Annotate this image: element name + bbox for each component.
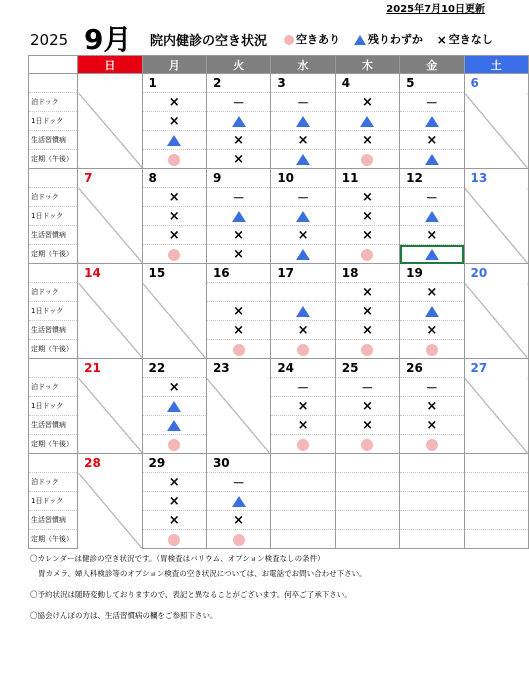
week-4-row-1: [29, 378, 529, 397]
row-label: 1日ドック: [29, 492, 78, 511]
full-cross-icon: ×: [426, 227, 438, 243]
dash-icon: －: [297, 190, 310, 205]
few-triangle-icon: [232, 211, 246, 222]
slot-cell[interactable]: [464, 511, 529, 530]
few-triangle-icon: [425, 154, 439, 165]
closed-day-cell: [464, 93, 529, 169]
slot-cell[interactable]: [271, 397, 335, 416]
dash-icon: －: [232, 475, 245, 490]
dash-icon: －: [425, 380, 438, 395]
slot-cell[interactable]: [271, 473, 335, 492]
full-cross-icon: ×: [426, 284, 438, 300]
slot-cell[interactable]: [271, 511, 335, 530]
full-cross-icon: ×: [426, 417, 438, 433]
date-cell: 26: [400, 359, 464, 378]
slot-cell[interactable]: [271, 283, 335, 302]
week-5-dates: [29, 454, 529, 473]
full-cross-icon: ×: [297, 132, 309, 148]
slot-cell[interactable]: [400, 473, 464, 492]
full-cross-icon: ×: [297, 398, 309, 414]
slot-cell[interactable]: [206, 492, 270, 511]
slot-cell[interactable]: [206, 112, 270, 131]
full-cross-icon: ×: [361, 322, 373, 338]
row-label: 生活習慣病: [29, 131, 78, 150]
slot-cell[interactable]: [271, 93, 335, 112]
date-cell: 15: [142, 264, 206, 283]
available-circle-icon: [233, 344, 245, 356]
slot-cell[interactable]: [142, 473, 206, 492]
row-label: 定期（午後）: [29, 245, 78, 264]
date-cell: 16: [206, 264, 270, 283]
slot-cell[interactable]: [142, 435, 206, 454]
slot-cell[interactable]: [271, 302, 335, 321]
page-title: 院内健診の空き状況: [150, 34, 268, 49]
slot-cell[interactable]: [206, 226, 270, 245]
few-triangle-icon: [360, 116, 374, 127]
slot-cell[interactable]: [271, 226, 335, 245]
few-triangle-icon: [425, 306, 439, 317]
slot-cell[interactable]: [400, 207, 464, 226]
slot-cell[interactable]: [335, 511, 399, 530]
row-label: 泊ドック: [29, 93, 78, 112]
row-label: 生活習慣病: [29, 511, 78, 530]
slot-cell[interactable]: [271, 245, 335, 264]
full-cross-icon: ×: [233, 227, 245, 243]
slot-cell[interactable]: [335, 188, 399, 207]
slot-cell[interactable]: [335, 397, 399, 416]
available-circle-icon: [284, 35, 294, 45]
full-cross-icon: ×: [168, 493, 180, 509]
weekday-6: 土: [464, 56, 529, 74]
slot-cell[interactable]: [271, 131, 335, 150]
closed-day-cell: [464, 283, 529, 359]
date-row-label: [29, 454, 78, 473]
slot-cell[interactable]: [335, 245, 399, 264]
few-triangle-icon: [425, 249, 439, 260]
date-cell: 18: [335, 264, 399, 283]
few-triangle-icon: [296, 211, 310, 222]
full-cross-icon: ×: [361, 417, 373, 433]
slot-cell[interactable]: [142, 188, 206, 207]
legend-none: 空きなし: [448, 33, 493, 46]
row-label: 生活習慣病: [29, 321, 78, 340]
note-4: 〇協会けんぽの方は、生活習慣病の欄をご参照下さい。: [30, 611, 218, 620]
full-cross-icon: ×: [297, 227, 309, 243]
full-cross-icon: ×: [361, 94, 373, 110]
slot-cell[interactable]: [142, 530, 206, 549]
slot-cell[interactable]: [206, 340, 270, 359]
note-3: 〇予約状況は随時変動しておりますので、表記と異なることがございます。何卒ご了承下さい。: [30, 590, 352, 599]
slot-cell[interactable]: [142, 207, 206, 226]
full-cross-icon: ×: [297, 417, 309, 433]
row-label: 生活習慣病: [29, 226, 78, 245]
available-circle-icon: [168, 249, 180, 261]
row-label: 定期（午後）: [29, 150, 78, 169]
slot-cell[interactable]: [142, 397, 206, 416]
slot-cell[interactable]: [335, 150, 399, 169]
slot-cell[interactable]: [400, 340, 464, 359]
row-label: 定期（午後）: [29, 340, 78, 359]
slot-cell[interactable]: [271, 492, 335, 511]
full-cross-icon: ×: [361, 227, 373, 243]
slot-cell[interactable]: [400, 93, 464, 112]
slot-cell[interactable]: [400, 150, 464, 169]
available-circle-icon: [297, 344, 309, 356]
full-cross-icon: ×: [168, 113, 180, 129]
slot-cell[interactable]: [142, 492, 206, 511]
calendar-header: [30, 22, 500, 56]
available-circle-icon: [233, 534, 245, 546]
full-cross-icon: ×: [361, 303, 373, 319]
slot-cell[interactable]: [206, 302, 270, 321]
closed-day-cell: [78, 473, 142, 549]
date-cell: 13: [464, 169, 529, 188]
slot-cell[interactable]: [335, 207, 399, 226]
available-circle-icon: [361, 154, 373, 166]
slot-cell[interactable]: [400, 378, 464, 397]
date-cell: 21: [78, 359, 142, 378]
date-cell: 27: [464, 359, 529, 378]
weekday-header: [29, 56, 529, 74]
slot-cell[interactable]: [142, 112, 206, 131]
weekday-1: 月: [142, 56, 206, 74]
slot-cell[interactable]: [335, 321, 399, 340]
slot-cell[interactable]: [206, 150, 270, 169]
row-label: 定期（午後）: [29, 530, 78, 549]
available-circle-icon: [361, 439, 373, 451]
full-cross-icon: ×: [233, 132, 245, 148]
row-label: 1日ドック: [29, 397, 78, 416]
full-cross-icon: ×: [361, 189, 373, 205]
dash-icon: －: [297, 95, 310, 110]
full-cross-icon: ×: [426, 132, 438, 148]
slot-cell[interactable]: [206, 283, 270, 302]
closed-day-cell: [464, 378, 529, 454]
weekday-2: 火: [206, 56, 270, 74]
date-cell: 4: [335, 74, 399, 93]
slot-cell[interactable]: [142, 245, 206, 264]
slot-cell[interactable]: [335, 226, 399, 245]
weekday-5: 金: [400, 56, 464, 74]
full-cross-icon: ×: [168, 227, 180, 243]
available-circle-icon: [168, 534, 180, 546]
row-label: 1日ドック: [29, 302, 78, 321]
date-cell: 22: [142, 359, 206, 378]
slot-cell[interactable]: [400, 321, 464, 340]
slot-cell[interactable]: [400, 188, 464, 207]
date-cell: [78, 74, 142, 93]
row-label: 定期（午後）: [29, 435, 78, 454]
slot-cell[interactable]: [142, 226, 206, 245]
dash-icon: －: [361, 380, 374, 395]
weekday-4: 木: [335, 56, 399, 74]
date-cell: 14: [78, 264, 142, 283]
slot-cell[interactable]: [335, 530, 399, 549]
closed-day-cell: [464, 188, 529, 264]
slot-cell[interactable]: [400, 302, 464, 321]
closed-day-cell: [142, 283, 206, 359]
slot-cell[interactable]: [142, 150, 206, 169]
slot-cell[interactable]: [142, 511, 206, 530]
few-triangle-icon: [296, 154, 310, 165]
closed-day-cell: [78, 93, 142, 169]
few-triangle-icon: [296, 249, 310, 260]
date-row-label: [29, 169, 78, 188]
slot-cell[interactable]: [271, 416, 335, 435]
date-cell: 8: [142, 169, 206, 188]
slot-cell[interactable]: [206, 321, 270, 340]
slot-cell[interactable]: [271, 340, 335, 359]
date-cell: 12: [400, 169, 464, 188]
slot-cell[interactable]: [206, 511, 270, 530]
date-cell: 6: [464, 74, 529, 93]
slot-cell[interactable]: [400, 530, 464, 549]
closed-day-cell: [206, 378, 270, 454]
slot-cell[interactable]: [206, 93, 270, 112]
dash-icon: －: [297, 380, 310, 395]
slot-cell[interactable]: [400, 283, 464, 302]
few-triangle-icon: [425, 116, 439, 127]
full-cross-icon: ×: [361, 208, 373, 224]
date-cell: [335, 454, 399, 473]
legend-few: 残りわずか: [367, 33, 423, 46]
header-corner: [29, 56, 78, 74]
date-cell: 1: [142, 74, 206, 93]
full-cross-icon: ×: [361, 132, 373, 148]
few-triangle-icon: [296, 116, 310, 127]
note-2: 胃カメラ、婦人科検診等のオプション検査の空き状況については、お電話でお問い合わせ下さい。: [38, 569, 367, 578]
date-cell: 19: [400, 264, 464, 283]
row-label: 泊ドック: [29, 378, 78, 397]
notes: [30, 553, 367, 631]
slot-cell[interactable]: [400, 131, 464, 150]
row-label: 泊ドック: [29, 188, 78, 207]
available-circle-icon: [361, 344, 373, 356]
slot-cell[interactable]: [464, 473, 529, 492]
date-cell: 29: [142, 454, 206, 473]
date-cell: [400, 454, 464, 473]
year-label: 2025: [30, 31, 69, 49]
date-cell: 10: [271, 169, 335, 188]
slot-cell[interactable]: [206, 188, 270, 207]
closed-day-cell: [78, 188, 142, 264]
slot-cell[interactable]: [206, 245, 270, 264]
date-cell: 7: [78, 169, 142, 188]
full-cross-icon: ×: [233, 246, 245, 262]
slot-cell[interactable]: [400, 397, 464, 416]
slot-cell[interactable]: [206, 530, 270, 549]
slot-cell[interactable]: [271, 188, 335, 207]
date-row-label: [29, 74, 78, 93]
slot-cell[interactable]: [206, 131, 270, 150]
month-label: 9月: [84, 23, 132, 56]
slot-cell[interactable]: [335, 473, 399, 492]
date-row-label: [29, 264, 78, 283]
slot-cell[interactable]: [271, 530, 335, 549]
dash-icon: －: [232, 190, 245, 205]
available-circle-icon: [297, 439, 309, 451]
week-3-dates: [29, 264, 529, 283]
slot-cell[interactable]: [400, 112, 464, 131]
row-label: 生活習慣病: [29, 416, 78, 435]
slot-cell[interactable]: [335, 435, 399, 454]
full-cross-icon: ×: [426, 322, 438, 338]
slot-cell[interactable]: [271, 435, 335, 454]
slot-cell[interactable]: [335, 378, 399, 397]
row-label: 1日ドック: [29, 207, 78, 226]
few-triangle-icon: [167, 420, 181, 431]
week-2-dates: [29, 169, 529, 188]
slot-cell[interactable]: [206, 207, 270, 226]
full-cross-icon: ×: [297, 322, 309, 338]
slot-cell[interactable]: [464, 492, 529, 511]
slot-cell[interactable]: [400, 435, 464, 454]
date-cell: 5: [400, 74, 464, 93]
slot-cell[interactable]: [271, 207, 335, 226]
slot-cell[interactable]: [335, 112, 399, 131]
full-cross-icon: ×: [168, 474, 180, 490]
week-5-row-1: [29, 473, 529, 492]
few-triangle-icon: [296, 306, 310, 317]
weekday-3: 水: [271, 56, 335, 74]
slot-cell[interactable]: [464, 530, 529, 549]
available-circle-icon: [361, 249, 373, 261]
slot-cell[interactable]: [335, 416, 399, 435]
date-cell: 2: [206, 74, 270, 93]
dash-icon: －: [425, 95, 438, 110]
full-cross-icon: ×: [168, 379, 180, 395]
week-2-row-1: [29, 188, 529, 207]
full-cross-icon: ×: [168, 208, 180, 224]
dash-icon: －: [232, 95, 245, 110]
slot-cell[interactable]: [400, 416, 464, 435]
full-cross-icon: ×: [233, 322, 245, 338]
available-circle-icon: [426, 344, 438, 356]
few-triangle-icon: [232, 116, 246, 127]
slot-cell[interactable]: [142, 416, 206, 435]
date-cell: 23: [206, 359, 270, 378]
date-row-label: [29, 359, 78, 378]
date-cell: 30: [206, 454, 270, 473]
note-1: 〇カレンダーは健診の空き状況です。（胃検査はバリウム、オプション検査なしの条件）: [30, 554, 325, 563]
date-cell: 3: [271, 74, 335, 93]
date-cell: 11: [335, 169, 399, 188]
week-4-dates: [29, 359, 529, 378]
date-cell: [464, 454, 529, 473]
availability-calendar: [28, 55, 529, 549]
slot-cell[interactable]: [335, 340, 399, 359]
available-circle-icon: [426, 439, 438, 451]
date-cell: 28: [78, 454, 142, 473]
full-cross-icon: ×: [233, 151, 245, 167]
week-3-row-1: [29, 283, 529, 302]
slot-cell[interactable]: [271, 150, 335, 169]
full-cross-icon: ×: [168, 189, 180, 205]
slot-cell[interactable]: [400, 492, 464, 511]
slot-cell[interactable]: [400, 245, 464, 264]
slot-cell[interactable]: [335, 131, 399, 150]
slot-cell[interactable]: [206, 473, 270, 492]
full-cross-icon: ×: [426, 398, 438, 414]
row-label: 1日ドック: [29, 112, 78, 131]
date-cell: 20: [464, 264, 529, 283]
few-triangle-icon: [167, 401, 181, 412]
full-cross-icon: ×: [233, 512, 245, 528]
dash-icon: －: [425, 190, 438, 205]
closed-day-cell: [78, 378, 142, 454]
row-label: 泊ドック: [29, 473, 78, 492]
slot-cell[interactable]: [142, 378, 206, 397]
date-cell: 9: [206, 169, 270, 188]
closed-day-cell: [78, 283, 142, 359]
available-circle-icon: [168, 154, 180, 166]
week-1-dates: [29, 74, 529, 93]
few-triangle-icon: [425, 211, 439, 222]
date-cell: 25: [335, 359, 399, 378]
slot-cell[interactable]: [271, 378, 335, 397]
few-triangle-icon: [167, 135, 181, 146]
date-cell: [271, 454, 335, 473]
week-1-row-1: [29, 93, 529, 112]
slot-cell[interactable]: [335, 93, 399, 112]
last-updated: 2025年7月10日更新: [386, 4, 485, 15]
slot-cell[interactable]: [400, 226, 464, 245]
full-cross-icon: ×: [361, 284, 373, 300]
date-cell: 24: [271, 359, 335, 378]
slot-cell[interactable]: [271, 112, 335, 131]
slot-cell[interactable]: [335, 283, 399, 302]
full-cross-icon: ×: [168, 512, 180, 528]
slot-cell[interactable]: [142, 131, 206, 150]
full-cross-icon: ×: [168, 94, 180, 110]
row-label: 泊ドック: [29, 283, 78, 302]
slot-cell[interactable]: [335, 492, 399, 511]
none-cross-icon: ×: [436, 33, 447, 47]
slot-cell[interactable]: [142, 93, 206, 112]
weekday-0: 日: [78, 56, 142, 74]
date-cell: 17: [271, 264, 335, 283]
slot-cell[interactable]: [335, 302, 399, 321]
slot-cell[interactable]: [271, 321, 335, 340]
legend: [284, 31, 503, 47]
full-cross-icon: ×: [361, 398, 373, 414]
legend-available: 空きあり: [296, 33, 340, 46]
few-triangle-icon: [232, 496, 246, 507]
few-triangle-icon: [354, 35, 366, 45]
available-circle-icon: [168, 439, 180, 451]
slot-cell[interactable]: [400, 511, 464, 530]
full-cross-icon: ×: [233, 303, 245, 319]
